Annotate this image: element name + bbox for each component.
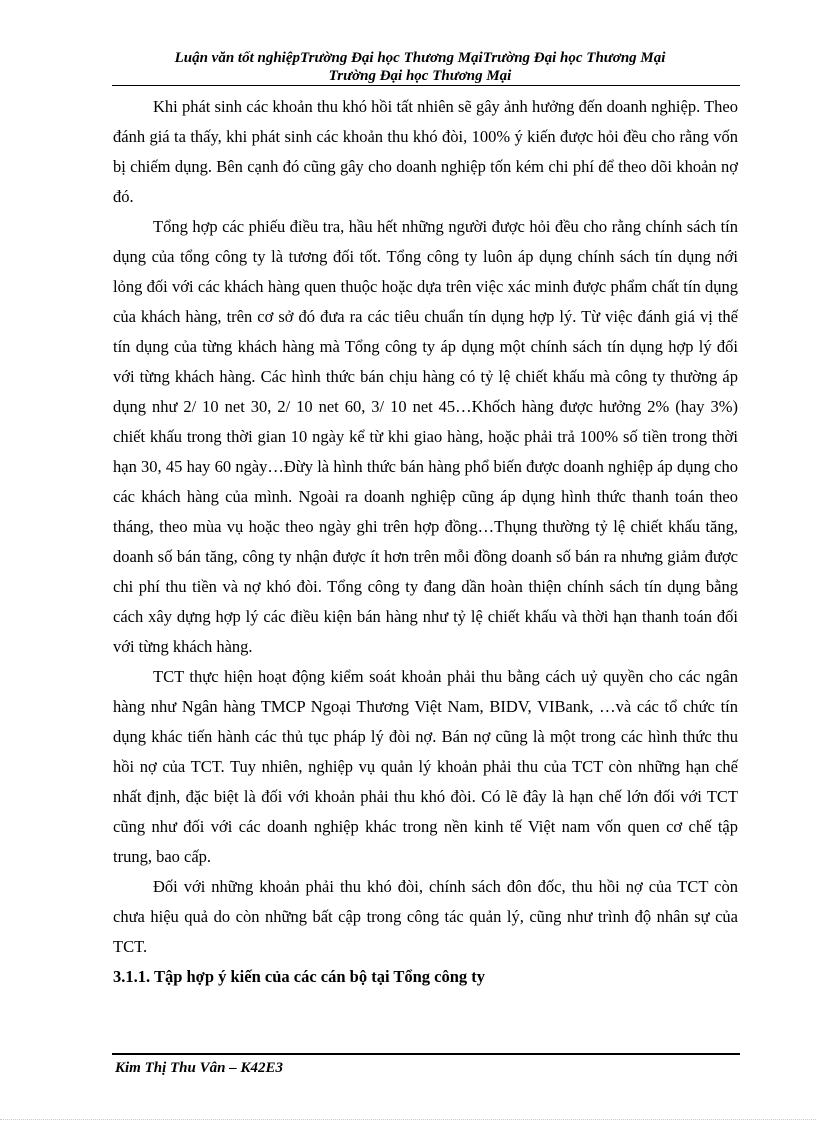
footer-author: Kim Thị Thu Vân – K42E3 <box>115 1060 283 1076</box>
page-edge-divider <box>0 1119 816 1121</box>
document-body <box>113 92 738 992</box>
header-divider <box>112 85 740 86</box>
footer-divider <box>112 1053 740 1055</box>
header-line-2: Trường Đại học Thương Mại <box>328 68 512 84</box>
page-header <box>100 49 740 85</box>
paragraph-receivable-control: TCT thực hiện hoạt động kiểm soát khoản phải thu bằng cách uỷ quyền cho các ngân hàng như Ngân hàng TMCP Ngoại Thương Việt Nam, BIDV, VIBank, …và các tổ chức tín dụng khác tiến hành các thủ tục pháp lý đòi nợ. Bán nợ cũng là một trong các hình thức thu hồi nợ của TCT. Tuy nhiên, nghiệp vụ quản lý khoản phải thu của TCT còn những hạn chế nhất định, đặc biệt là đối với khoản phải thu khó đòi. Có lẽ đây là hạn chế lớn đối với TCT cũng như đối với các doanh nghiệp khác trong nền kinh tế Việt nam vốn quen cơ chế tập trung, bao cấp. <box>113 667 738 866</box>
paragraph-bad-debt-impact: Khi phát sinh các khoản thu khó hồi tất nhiên sẽ gây ảnh hưởng đến doanh nghiệp. Theo đánh giá ta thấy, khi phát sinh các khoản thu khó đòi, 100% ý kiến được hỏi đều cho rằng vốn bị chiếm dụng. Bên cạnh đó cũng gây cho doanh nghiệp tốn kém chi phí để theo dõi khoản nợ đó. <box>113 97 738 206</box>
paragraph-credit-policy: Tổng hợp các phiếu điều tra, hầu hết những người được hỏi đều cho rằng chính sách tín dụng của tổng công ty là tương đối tốt. Tổng công ty luôn áp dụng chính sách tín dụng nới lỏng đối với các khách hàng quen thuộc hoặc dựa trên việc xác minh được phẩm chất tín dụng của khách hàng, trên cơ sở đó đưa ra các tiêu chuẩn tín dụng hợp lý. Từ việc đánh giá vị thế tín dụng của từng khách hàng mà Tổng công ty áp dụng một chính sách tín dụng hợp lý đối với từng khách hàng. Các hình thức bán chịu hàng có tỷ lệ chiết khấu mà công ty thường áp dụng như 2/ 10 net 30, 2/ 10 net 60, 3/ 10 net 45…Khốch hàng được hưởng 2% (hay 3%) chiết khấu trong thời gian 10 ngày kể từ khi giao hàng, hoặc phải trả 100% số tiền trong thời hạn 30, 45 hay 60 ngày…Đừy là hình thức bán hàng phổ biến được doanh nghiệp áp dụng cho các khách hàng của mình. Ngoài ra doanh nghiệp cũng áp dụng hình thức thanh toán theo tháng, theo mùa vụ hoặc theo ngày ghi trên hợp đồng…Thụng thường tỷ lệ chiết khấu tăng, doanh số bán tăng, công ty nhận được ít hơn trên mỗi đồng doanh số bán ra nhưng giảm được chi phí thu tiền và nợ khó đòi. Tổng công ty đang dần hoàn thiện chính sách tín dụng bằng cách xây dựng hợp lý các điều kiện bán hàng như tỷ lệ chiết khấu và thời hạn thanh toán đối với từng khách hàng. <box>113 217 738 656</box>
header-line-1: Luận văn tốt nghiệpTrường Đại học Thương MạiTrường Đại học Thương Mại <box>174 50 666 66</box>
section-heading: 3.1.1. Tập hợp ý kiến của các cán bộ tại Tổng công ty <box>113 967 486 986</box>
paragraph-debt-collection: Đối với những khoản phải thu khó đòi, chính sách đôn đốc, thu hồi nợ của TCT còn chưa hiệu quả do còn những bất cập trong công tác quản lý, cũng như trình độ nhân sự của TCT. <box>113 877 738 956</box>
